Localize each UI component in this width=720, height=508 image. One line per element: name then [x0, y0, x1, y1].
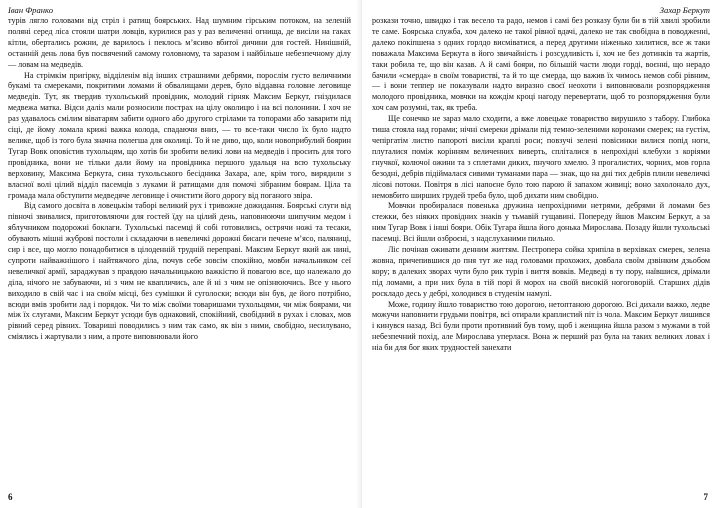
page-number: 7	[703, 492, 708, 502]
right-page-text	[372, 16, 710, 354]
paragraph: Ще сонечко не зараз мало сходити, а вже ловецьке товариство вирушило з табору. Глибока тиша стояла над горами; нічні смереки дрімали під темно-зеленими коронами смерек; на густім, чепіргатім листю папороті висіли краплі роси; повзучі зелені повісинки вилися попід ноги, плуталися поміж корінням величенних виверть, спліталися в непрохідні клебухи з коріями гнучкої, колючої ожини та з сплетами диких, пнучого хмелю. З прогалистих, чорних, мов горла безодні, дебрів підіймалася сивими туманами пара — знак, що на дні тих дебрів плили невеличкі лісові потоки. Повітря в лісі напоєне було тою парою й запахом живиці; воно захолонало дух, немовбито ширших грудей треба було, щоб дихати ним свобідно.	[372, 114, 710, 200]
paragraph: Мовчки пробиралася повенька дружина непрохідними нетрями, дебрями й ломами без стежки, без ніяких провідних знаків у тьмавій гущавині. Попереду йшов Максим Беркут, а за ним Тугар Вовк і інші бояри. Обік Тугара йшла його донька Мирослава. Позаду йшли тухольські пасемці. Всі йшли озброєні, з надслуханими пильно.	[372, 201, 710, 244]
paragraph: Від самого досвіта в ловецькім таборі великий рух і тривожне дожидання. Боярські слуги від півночі звивалися, приготовляючи для гостей їду на цілий день, наповнюючи шипучим медом і яблучником подорожні боклаги. Тухольські пасемці й собі готовились, острячи ножі та тесаки, обувають мішні жуброві постоли і складаючи в невеличкі дорожні бисаги печене м’ясо, паляниці, сир і все, що могло понадобитися в цілоденній трудній переправі. Максим Беркут який аж нині, супроти найважнішого і найтяжчого діла, почув себе зовсім спокійно, мовби начальником сеї невеличкої армії, зараджував з правдою начальницькою важкістю й повагою все, що належало до діла, нічого не забуваючи, ні з чим не квапличись, але й ні з чим не опізнюючись. Все у нього виходило в свій час і на своїм місці, без сумішки й суголоски; всюди він був, де його потрібно, всюди вмів зробити лад і порядок. Чи то між своїми товаришами тухольцями, чи між боярами, чи між їх слугами, Максим Беркут усюди був однаковий, спокійний, свобідний в рухах і словах, мов рівний серед рівних. Товариші поводились з ним так само, як він з ними, свобідно, несилувано, сміялись і жартували з ним, а проте виповнювали його	[8, 201, 351, 342]
left-page-text	[8, 16, 351, 343]
paragraph: На стрімкім пригірку, відділенім від інших страшними дебрями, порослім густо величними букамі та смереками, покритими ломами й обвалищами дерев, було віддавна головне леговище медведів. Тут, як твердив тухольський провідник, молодий гірняк Максим Беркут, гніздилася медвежа матка. Відси даліз мали розносили пострах на цілу околицю і на всі полонини. І хоч не раз удавалось смілим віватарям забити одного або другого стрілами та топорами або заварити під сіці, де йому ломала крижі важка колода, спадаючи вниз, — то все-таки число їх було надто велике, щоб із того була значна полегша для околиці. То й не диво, що, коли новоприбулий боярин Тугар Вовк оповістив тухольцям, що хотів би зробити великі лови на медведів і просить для того провідника, вони не тільки дали йому на провідника першого удальця на всю тухольську верховину, Максима Беркута, сина тухольського бесідника Захара, але, крім того, вирядили з власної волі цілий відділ пасемців з луками й ратищами для помочі зібраним боярам. Ціла та громада мала обступити медведяче леговище і очистити його дорогу від поганого звіра.	[8, 70, 351, 200]
paragraph: Ліс почінав оживати денним життям. Пестропера сойка хрипіла в верхівках смерек, зелена жовна, причепившися до пня тут же над головами прохожих, довбала своїм дзвінким дзьобом кору; в далеких зворах чути було рик турів і виття вовків. Медведі в ту пору, наївшися, дрімали під ломами, а при них була в тій порі й морох на своїй високій ногоговорій. Старших дідів роскладо десь у дебрі, холодився в студенім намулі.	[372, 245, 710, 298]
paragraph: Може, годину йшло товариство тою дорогою, нетоптаною дорогою. Всі дихали важко, ледве можучи наповнити грудьми повітря, всі отирали краплистий піт із чола. Максим Беркут лишився і кинувся назад. Всі були проти противний був тому, щоб і женщина йшла разом з мужами в той небезпечний похід, але Мирослава уперлася. Вона ж перший раз була на таких великих ловах і ніа би для бог яких трудностей занехати	[372, 299, 710, 353]
running-header-author: Іван Франко	[8, 5, 53, 15]
running-header-title: Захар Беркут	[659, 5, 710, 15]
paragraph: турів лягло головами від стріл і ратищ боярських. Над шумним гірським потоком, на зеленій полянi серед ліса стояли шатри ловців, курилися раз у раз величенні огнища, де висіли на гаках кітли, обертались рожни, де варилось і пеклось м’ясиво вбитої дичини для гостей. Нинішній, останній день лова був посвячений самому головному, та заразом і найбільше небезпечному ділу — ловам на медведів.	[8, 16, 351, 69]
paragraph: розкази точно, швидко і так весело та радо, немов і самі без розказу були би в тій хвилі зробили те саме. Боярська служба, хоч далеко не такої рівної вдачі, далеко не так свобідна в поводженні, далеко покіпшена з одних горлдо висміватися, а перед другими ніженько хилитися, все ж таки поважала Максима Беркута в його звичайність і розсудливість і, хоч не без дотинків та жартів, таки робила те, що він казав. А й самі бояри, по більшій части люди горді, воєнні, що нерадо бачили «смерда» в своїм товаристві, та й то ще смерда, що важив їх чимось немов собі рівним, — і вони теппер не показували надто виразно своєї неохоти і виповнювали розпорядження молодого провідника, мовчки на кождім кроці нагоду перевертати, щоб то розпорядження були хоч сам розумні, так, як треба.	[372, 16, 710, 113]
right-page	[362, 0, 720, 508]
page-number: 6	[8, 492, 13, 502]
